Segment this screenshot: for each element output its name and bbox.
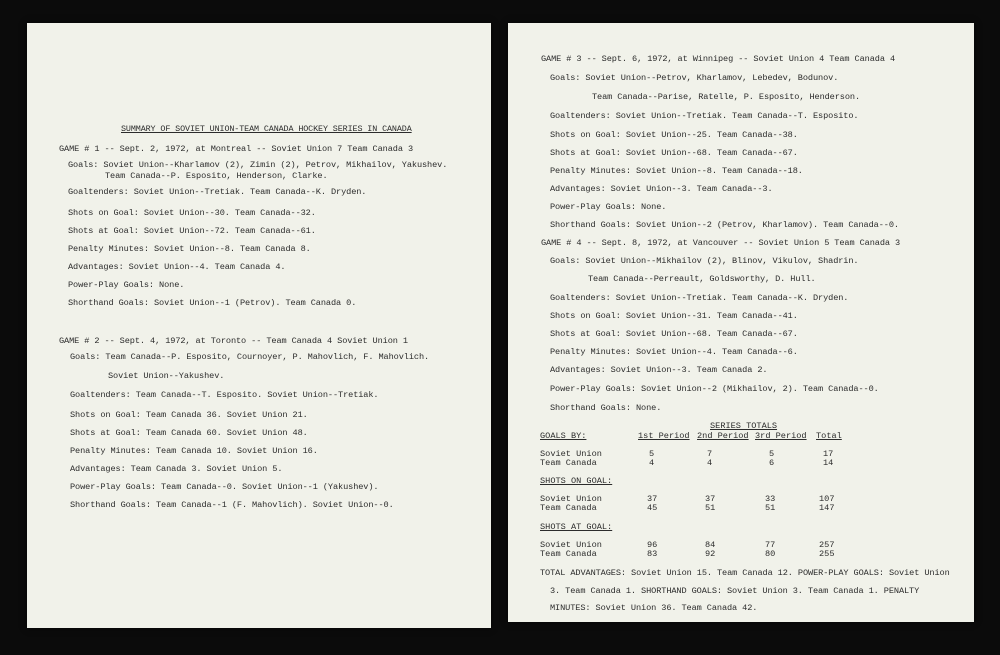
game4-header: GAME # 4 -- Sept. 8, 1972, at Vancouver -- Soviet Union 5 Team Canada 3 — [541, 238, 901, 248]
totals-footer-line3: MINUTES: Soviet Union 36. Team Canada 42. — [550, 603, 758, 613]
game4-goaltenders: Goaltenders: Soviet Union--Tretiak. Team Canada--K. Dryden. — [550, 293, 849, 303]
game3-shots-on-goal: Shots on Goal: Soviet Union--25. Team Canada--38. — [550, 130, 798, 140]
game2-shots-on-goal: Shots on Goal: Team Canada 36. Soviet Union 21. — [70, 410, 308, 420]
table-row-team: Soviet Union — [540, 540, 602, 550]
totals-footer-line2: 3. Team Canada 1. SHORTHAND GOALS: Soviet Union 3. Team Canada 1. PENALTY — [550, 586, 920, 596]
game4-advantages: Advantages: Soviet Union--3. Team Canada 2. — [550, 365, 768, 375]
table-row-team: Team Canada — [540, 458, 597, 468]
game1-power-play-goals: Power-Play Goals: None. — [68, 280, 185, 290]
table-cell: 80 — [765, 549, 776, 559]
table-cell: 6 — [769, 458, 775, 468]
game2-advantages: Advantages: Team Canada 3. Soviet Union 5. — [70, 464, 283, 474]
column-2nd-period: 2nd Period — [697, 431, 749, 441]
game4-goals-soviet: Goals: Soviet Union--Mikhailov (2), Blinov, Vikulov, Shadrin. — [550, 256, 859, 266]
column-3rd-period: 3rd Period — [755, 431, 807, 441]
table-cell: 77 — [765, 540, 776, 550]
game1-goaltenders: Goaltenders: Soviet Union--Tretiak. Team Canada--K. Dryden. — [68, 187, 367, 197]
totals-footer-line1: TOTAL ADVANTAGES: Soviet Union 15. Team Canada 12. POWER-PLAY GOALS: Soviet Union — [540, 568, 950, 578]
table-row-team: Team Canada — [540, 503, 597, 513]
game4-power-play-goals: Power-Play Goals: Soviet Union--2 (Mikhailov, 2). Team Canada--0. — [550, 384, 879, 394]
column-1st-period: 1st Period — [638, 431, 690, 441]
game1-header: GAME # 1 -- Sept. 2, 1972, at Montreal -- Soviet Union 7 Team Canada 3 — [59, 144, 413, 154]
game4-shots-at-goal: Shots at Goal: Soviet Union--68. Team Canada--67. — [550, 329, 798, 339]
game1-shots-at-goal: Shots at Goal: Soviet Union--72. Team Canada--61. — [68, 226, 316, 236]
game3-goals-canada: Team Canada--Parise, Ratelle, P. Esposito, Henderson. — [592, 92, 861, 102]
game3-header: GAME # 3 -- Sept. 6, 1972, at Winnipeg -- Soviet Union 4 Team Canada 4 — [541, 54, 895, 64]
summary-title: SUMMARY OF SOVIET UNION-TEAM CANADA HOCKEY SERIES IN CANADA — [121, 124, 412, 134]
table-row-team: Team Canada — [540, 549, 597, 559]
table-cell: 5 — [649, 449, 655, 459]
table-cell: 33 — [765, 494, 776, 504]
table-cell: 257 — [819, 540, 835, 550]
game1-shorthand-goals: Shorthand Goals: Soviet Union--1 (Petrov). Team Canada 0. — [68, 298, 357, 308]
game3-penalty-minutes: Penalty Minutes: Soviet Union--8. Team Canada--18. — [550, 166, 803, 176]
table-cell: 51 — [765, 503, 776, 513]
series-totals-title: SERIES TOTALS — [710, 421, 778, 431]
game3-shots-at-goal: Shots at Goal: Soviet Union--68. Team Canada--67. — [550, 148, 798, 158]
game1-shots-on-goal: Shots on Goal: Soviet Union--30. Team Canada--32. — [68, 208, 316, 218]
game4-goals-canada: Team Canada--Perreault, Goldsworthy, D. Hull. — [588, 274, 816, 284]
game4-penalty-minutes: Penalty Minutes: Soviet Union--4. Team Canada--6. — [550, 347, 798, 357]
game3-goals-soviet: Goals: Soviet Union--Petrov, Kharlamov, Lebedev, Bodunov. — [550, 73, 839, 83]
table-cell: 17 — [823, 449, 834, 459]
game3-power-play-goals: Power-Play Goals: None. — [550, 202, 667, 212]
table-cell: 14 — [823, 458, 834, 468]
game2-goals-soviet: Soviet Union--Yakushev. — [108, 371, 225, 381]
game3-advantages: Advantages: Soviet Union--3. Team Canada--3. — [550, 184, 773, 194]
right-page — [508, 23, 974, 622]
game4-shots-on-goal: Shots on Goal: Soviet Union--31. Team Canada--41. — [550, 311, 798, 321]
table-cell: 83 — [647, 549, 658, 559]
column-total: Total — [816, 431, 842, 441]
game2-power-play-goals: Power-Play Goals: Team Canada--0. Soviet Union--1 (Yakushev). — [70, 482, 379, 492]
goals-by-label: GOALS BY: — [540, 431, 587, 441]
game2-header: GAME # 2 -- Sept. 4, 1972, at Toronto -- Team Canada 4 Soviet Union 1 — [59, 336, 408, 346]
game2-goals-canada: Goals: Team Canada--P. Esposito, Cournoyer, P. Mahovlich, F. Mahovlich. — [70, 352, 430, 362]
table-cell: 7 — [707, 449, 713, 459]
game2-shots-at-goal: Shots at Goal: Team Canada 60. Soviet Union 48. — [70, 428, 308, 438]
table-cell: 37 — [647, 494, 658, 504]
game2-penalty-minutes: Penalty Minutes: Team Canada 10. Soviet Union 16. — [70, 446, 318, 456]
game3-goaltenders: Goaltenders: Soviet Union--Tretiak. Team Canada--T. Esposito. — [550, 111, 859, 121]
table-cell: 51 — [705, 503, 716, 513]
table-cell: 4 — [707, 458, 713, 468]
table-cell: 107 — [819, 494, 835, 504]
table-cell: 5 — [769, 449, 775, 459]
game2-shorthand-goals: Shorthand Goals: Team Canada--1 (F. Mahovlich). Soviet Union--0. — [70, 500, 394, 510]
table-cell: 147 — [819, 503, 835, 513]
table-cell: 92 — [705, 549, 716, 559]
shots-on-goal-label: SHOTS ON GOAL: — [540, 476, 613, 486]
table-cell: 96 — [647, 540, 658, 550]
game4-shorthand-goals: Shorthand Goals: None. — [550, 403, 662, 413]
game1-goals-canada: Team Canada--P. Esposito, Henderson, Clarke. — [105, 171, 328, 181]
table-cell: 255 — [819, 549, 835, 559]
game1-advantages: Advantages: Soviet Union--4. Team Canada 4. — [68, 262, 286, 272]
table-cell: 37 — [705, 494, 716, 504]
left-page — [27, 23, 491, 628]
shots-at-goal-label: SHOTS AT GOAL: — [540, 522, 613, 532]
table-cell: 45 — [647, 503, 658, 513]
game1-goals-soviet: Goals: Soviet Union--Kharlamov (2), Zimin (2), Petrov, Mikhailov, Yakushev. — [68, 160, 448, 170]
table-row-team: Soviet Union — [540, 494, 602, 504]
game1-penalty-minutes: Penalty Minutes: Soviet Union--8. Team Canada 8. — [68, 244, 311, 254]
table-cell: 84 — [705, 540, 716, 550]
game3-shorthand-goals: Shorthand Goals: Soviet Union--2 (Petrov, Kharlamov). Team Canada--0. — [550, 220, 899, 230]
table-cell: 4 — [649, 458, 655, 468]
game2-goaltenders: Goaltenders: Team Canada--T. Esposito. Soviet Union--Tretiak. — [70, 390, 379, 400]
table-row-team: Soviet Union — [540, 449, 602, 459]
